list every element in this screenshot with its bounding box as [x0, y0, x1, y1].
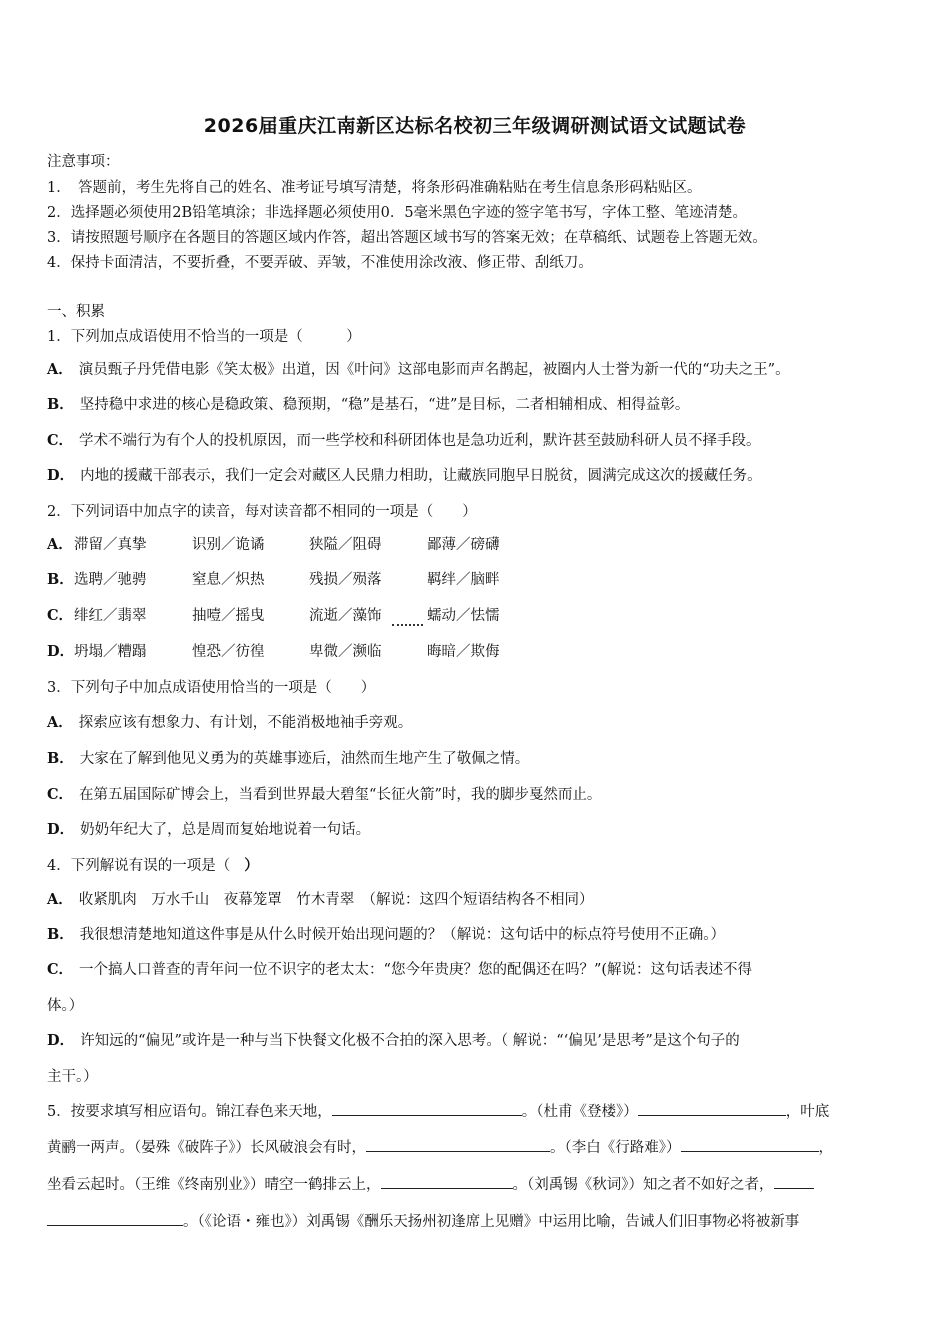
option-label: C． [47, 432, 74, 449]
option-text: 我很想清楚地知道这件事是从什么时候开始出现问题的？（解说：这句话中的标点符号使用不正确。） [79, 927, 726, 943]
option-label: B． [47, 396, 74, 413]
word-pair: 选聘／驰骋 [74, 572, 147, 588]
q1-option-d [47, 466, 762, 486]
notice-heading: 注意事项： [47, 154, 120, 170]
text-segment: 。（杜甫《登楼》） [521, 1104, 638, 1120]
question-5-line-4 [47, 1211, 799, 1232]
question-3-stem: 3．下列句子中加点成语使用恰当的一项是（ ） [47, 680, 376, 696]
q3-option-b [47, 749, 529, 769]
notice-item-2: 2．选择题必须使用2B铅笔填涂；非选择题必须使用0．5毫米黑色字迹的签字笔书写，字体工整、笔迹清楚。 [47, 205, 748, 221]
word-pair: 残损／殒落 [309, 572, 382, 588]
answer-blank[interactable] [638, 1101, 786, 1116]
answer-blank[interactable] [774, 1174, 814, 1189]
word-pair: 窒息／炽热 [192, 572, 265, 588]
word-pair: 滞留／真挚 [74, 537, 147, 553]
word-pair: 识别／诡谲 [192, 537, 265, 553]
option-label: C． [47, 961, 74, 978]
text-segment: 。（《论语・雍也》）刘禹锡《酬乐天扬州初逢席上见赠》中运用比喻，告诫人们旧事物必将被新事 [183, 1214, 800, 1230]
word-pair: 晦暗／欺侮 [427, 644, 500, 660]
answer-blank[interactable] [381, 1174, 513, 1189]
option-label: C． [47, 607, 74, 624]
word-pair: 坍塌／糟蹋 [74, 644, 147, 660]
option-label: D． [47, 821, 75, 838]
answer-blank[interactable] [681, 1137, 819, 1152]
text-segment: 坐看云起时。（王维《终南别业》）晴空一鹤排云上， [47, 1177, 381, 1193]
notice-item-4: 4．保持卡面清洁，不要折叠，不要弄破、弄皱，不准使用涂改液、修正带、刮纸刀。 [47, 255, 593, 271]
q4-option-a [47, 890, 594, 910]
word-pair: 狭隘／阻碍 [309, 537, 382, 553]
option-text: 探索应该有想象力、有计划，不能消极地袖手旁观。 [78, 715, 413, 731]
option-text: 演员甄子丹凭借电影《笑太极》出道，因《叶问》这部电影而声名鹊起，被圈内人士誉为新一代的“功夫之王”。 [78, 362, 790, 378]
option-label: B． [47, 926, 74, 943]
option-text: 大家在了解到他见义勇为的英雄事迹后，油然而生地产生了敬佩之情。 [79, 751, 530, 767]
question-1-stem: 1．下列加点成语使用不恰当的一项是（ ） [47, 329, 361, 345]
question-4-stem-close: ） [244, 857, 259, 874]
option-label: A． [47, 891, 73, 908]
q1-option-c [47, 431, 761, 451]
text-segment: 黄鹂一两声。（晏殊《破阵子》）长风破浪会有时， [47, 1140, 366, 1156]
word-pair: 抽噎／摇曳 [192, 608, 265, 624]
q4-option-c [47, 960, 752, 980]
word-pair: 卑微／濒临 [309, 644, 382, 660]
question-5-line-1 [47, 1101, 829, 1122]
text-segment: ， [818, 1140, 833, 1156]
q3-option-d [47, 820, 370, 840]
q4-option-d [47, 1031, 740, 1051]
notice-item-3: 3．请按照题号顺序在各题目的答题区域内作答，超出答题区域书写的答案无效；在草稿纸、试题卷上答题无效。 [47, 230, 767, 246]
option-text: 坚持稳中求进的核心是稳政策、稳预期，“稳”是基石，“进”是目标，二者相辅相成、相得益彰。 [79, 397, 690, 413]
emphasis-dots [392, 624, 423, 626]
word-pair: 绯红／翡翠 [74, 608, 147, 624]
option-text: 一个搞人口普查的青年问一位不识字的老太太：“您今年贵庚？您的配偶还在吗？”(解说：这句话表述不得 [79, 962, 753, 978]
q1-option-a [47, 360, 790, 380]
option-label: D． [47, 1032, 75, 1049]
text-segment: 。（刘禹锡《秋词》）知之者不如好之者， [512, 1177, 774, 1193]
option-label: A． [47, 714, 73, 731]
page-title: 2026届重庆江南新区达标名校初三年级调研测试语文试题试卷 [203, 115, 747, 137]
q1-option-b [47, 395, 689, 415]
question-4-stem-text: 4．下列解说有误的一项是（ [47, 858, 231, 874]
q3-option-c [47, 785, 601, 805]
option-label: A． [47, 361, 73, 378]
option-label: C． [47, 786, 74, 803]
option-label: B． [47, 750, 74, 767]
option-label: D． [47, 643, 75, 660]
option-text: 内地的援藏干部表示，我们一定会对藏区人民鼎力相助，让藏族同胞早日脱贫，圆满完成这次的援藏任务。 [80, 468, 762, 484]
option-text: 许知远的“偏见”或许是一种与当下快餐文化极不合拍的深入思考。（ 解说：“‘偏见’是思考”是这个句子的 [80, 1033, 740, 1049]
question-5-line-2 [47, 1137, 833, 1158]
q3-option-a [47, 713, 412, 733]
text-segment: 5．按要求填写相应语句。锦江春色来天地， [47, 1104, 332, 1120]
question-2-stem: 2．下列词语中加点字的读音，每对读音都不相同的一项是（ ） [47, 504, 477, 520]
word-pair: 鄙薄／磅礴 [427, 537, 500, 553]
word-pair: 惶恐／彷徨 [192, 644, 265, 660]
question-4-stem [47, 856, 259, 876]
option-label: D． [47, 467, 75, 484]
text-segment: 。（李白《行路难》） [550, 1140, 681, 1156]
option-text: 收紧肌肉 万水千山 夜幕笼罩 竹木青翠 （解说：这四个短语结构各不相同） [78, 892, 594, 908]
answer-blank[interactable] [332, 1101, 522, 1116]
q4-option-c-cont: 体。） [47, 998, 84, 1014]
q4-option-d-cont: 主干。） [47, 1069, 98, 1085]
option-label: B． [47, 571, 74, 588]
option-label: A． [47, 536, 73, 553]
question-5-line-3 [47, 1174, 814, 1195]
text-segment: ，叶底 [785, 1104, 830, 1120]
option-text: 奶奶年纪大了，总是周而复始地说着一句话。 [80, 822, 371, 838]
option-text: 在第五届国际矿博会上，当看到世界最大碧玺“长征火箭”时，我的脚步戛然而止。 [79, 787, 602, 803]
word-pair: 流逝／藻饰 [309, 608, 382, 624]
q4-option-b [47, 925, 725, 945]
answer-blank[interactable] [47, 1211, 183, 1226]
answer-blank[interactable] [366, 1137, 550, 1152]
word-pair: 羁绊／脑畔 [427, 572, 500, 588]
notice-item-1: 1． 答题前，考生先将自己的姓名、准考证号填写清楚，将条形码准确粘贴在考生信息条形码粘贴区。 [47, 180, 702, 196]
word-pair: 蠕动／怯懦 [427, 608, 500, 624]
section-heading: 一、积累 [47, 304, 105, 320]
option-text: 学术不端行为有个人的投机原因，而一些学校和科研团体也是急功近利，默许甚至鼓励科研人员不择手段。 [79, 433, 761, 449]
